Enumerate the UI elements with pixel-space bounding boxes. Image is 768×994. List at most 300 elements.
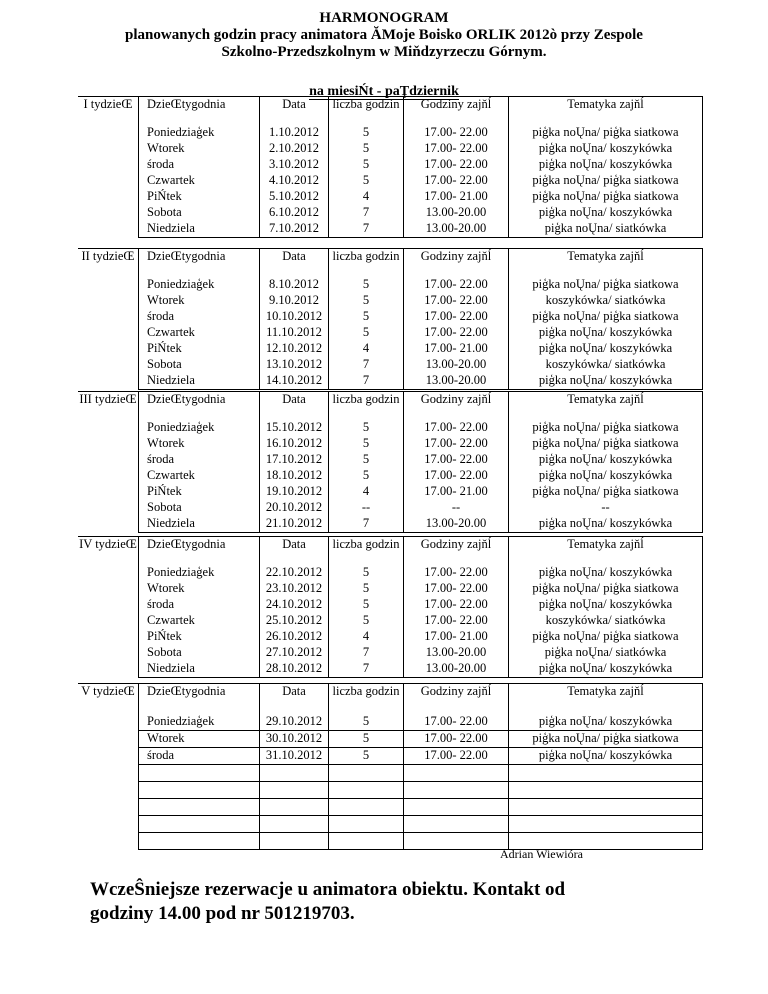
count-cell: 7 (329, 357, 404, 373)
table-row (78, 173, 703, 189)
header-count: liczba godzin (329, 537, 404, 566)
week-header-row (78, 392, 703, 421)
week-cell (78, 309, 139, 325)
date-cell: 12.10.2012 (260, 341, 329, 357)
week-cell (78, 125, 139, 141)
day-cell: Wtorek (139, 293, 260, 309)
week-cell (78, 205, 139, 221)
day-cell: środa (139, 309, 260, 325)
count-cell: 5 (329, 452, 404, 468)
week-cell (78, 221, 139, 238)
header-count: liczba godzin (329, 97, 404, 126)
week-cell (78, 500, 139, 516)
month-heading-text: na miesiŃt - paŢdziernik (309, 84, 459, 99)
hours-cell: -- (404, 500, 509, 516)
week-cell (78, 373, 139, 390)
count-cell: 5 (329, 597, 404, 613)
hours-cell: 17.00- 22.00 (404, 309, 509, 325)
day-cell: Wtorek (139, 731, 260, 748)
table-row (78, 565, 703, 581)
table-row (78, 436, 703, 452)
table-row (78, 629, 703, 645)
table-row (78, 661, 703, 678)
week-label: III tydzieŒ (78, 392, 139, 421)
empty-row (78, 833, 703, 850)
day-cell: Poniedziaģek (139, 277, 260, 293)
date-cell: 19.10.2012 (260, 484, 329, 500)
header-hours: Godziny zajňĺ (404, 684, 509, 715)
header-date: Data (260, 392, 329, 421)
empty-row (78, 782, 703, 799)
header-day: DzieŒtygodnia (139, 392, 260, 421)
count-cell: 5 (329, 293, 404, 309)
topic-cell: koszykówka/ siatkówka (509, 293, 703, 309)
document-title (0, 10, 768, 61)
count-cell: 7 (329, 221, 404, 238)
date-cell: 13.10.2012 (260, 357, 329, 373)
hours-cell: 13.00-20.00 (404, 357, 509, 373)
footer-note (90, 878, 710, 926)
date-cell: 25.10.2012 (260, 613, 329, 629)
count-cell: 5 (329, 565, 404, 581)
week-table (78, 683, 703, 850)
topic-cell: piģka noŲna/ koszykówka (509, 565, 703, 581)
empty-cell (329, 816, 404, 833)
count-cell: 4 (329, 341, 404, 357)
week-cell (78, 565, 139, 581)
header-count: liczba godzin (329, 684, 404, 715)
topic-cell: piģka noŲna/ piģka siatkowa (509, 731, 703, 748)
footer-line-2: godziny 14.00 pod nr 501219703. (90, 903, 355, 924)
week-header-row (78, 537, 703, 566)
date-cell: 26.10.2012 (260, 629, 329, 645)
table-row (78, 516, 703, 533)
week-cell (78, 629, 139, 645)
count-cell: 5 (329, 125, 404, 141)
header-day: DzieŒtygodnia (139, 537, 260, 566)
date-cell: 31.10.2012 (260, 748, 329, 765)
footer-line-1: WczeŜniejsze rezerwacje u animatora obiektu. Kontakt od (90, 879, 566, 900)
date-cell: 1.10.2012 (260, 125, 329, 141)
week-cell (78, 157, 139, 173)
date-cell: 22.10.2012 (260, 565, 329, 581)
header-topic: Tematyka zajňĺ (509, 537, 703, 566)
hours-cell: 17.00- 22.00 (404, 597, 509, 613)
empty-row (78, 765, 703, 782)
week-header-row (78, 97, 703, 126)
date-cell: 18.10.2012 (260, 468, 329, 484)
day-cell: Sobota (139, 500, 260, 516)
date-cell: 20.10.2012 (260, 500, 329, 516)
count-cell: 5 (329, 714, 404, 731)
hours-cell: 17.00- 22.00 (404, 565, 509, 581)
empty-cell (260, 833, 329, 850)
count-cell: 5 (329, 141, 404, 157)
empty-cell (78, 799, 139, 816)
header-date: Data (260, 249, 329, 278)
hours-cell: 17.00- 22.00 (404, 452, 509, 468)
header-hours: Godziny zajňĺ (404, 537, 509, 566)
topic-cell: piģka noŲna/ koszykówka (509, 373, 703, 390)
hours-cell: 17.00- 21.00 (404, 189, 509, 205)
date-cell: 4.10.2012 (260, 173, 329, 189)
hours-cell: 17.00- 22.00 (404, 293, 509, 309)
empty-cell (329, 765, 404, 782)
header-hours: Godziny zajňĺ (404, 249, 509, 278)
empty-cell (329, 833, 404, 850)
hours-cell: 17.00- 21.00 (404, 629, 509, 645)
table-row (78, 613, 703, 629)
hours-cell: 13.00-20.00 (404, 645, 509, 661)
count-cell: 7 (329, 516, 404, 533)
week-table (78, 536, 703, 678)
date-cell: 7.10.2012 (260, 221, 329, 238)
count-cell: 5 (329, 613, 404, 629)
table-row (78, 597, 703, 613)
header-count: liczba godzin (329, 249, 404, 278)
date-cell: 8.10.2012 (260, 277, 329, 293)
week-label: V tydzieŒ (78, 684, 139, 715)
hours-cell: 17.00- 21.00 (404, 484, 509, 500)
week-cell (78, 436, 139, 452)
topic-cell: piģka noŲna/ koszykówka (509, 205, 703, 221)
topic-cell: -- (509, 500, 703, 516)
topic-cell: piģka noŲna/ koszykówka (509, 468, 703, 484)
hours-cell: 13.00-20.00 (404, 205, 509, 221)
week-cell (78, 341, 139, 357)
day-cell: PiŃtek (139, 484, 260, 500)
count-cell: 5 (329, 468, 404, 484)
hours-cell: 13.00-20.00 (404, 373, 509, 390)
count-cell: 4 (329, 484, 404, 500)
topic-cell: piģka noŲna/ piģka siatkowa (509, 277, 703, 293)
table-row (78, 731, 703, 748)
hours-cell: 17.00- 22.00 (404, 581, 509, 597)
empty-cell (329, 782, 404, 799)
week-cell (78, 141, 139, 157)
hours-cell: 13.00-20.00 (404, 516, 509, 533)
week-label: IV tydzieŒ (78, 537, 139, 566)
header-date: Data (260, 684, 329, 715)
topic-cell: piģka noŲna/ piģka siatkowa (509, 581, 703, 597)
header-date: Data (260, 97, 329, 126)
table-row (78, 468, 703, 484)
topic-cell: koszykówka/ siatkówka (509, 613, 703, 629)
header-topic: Tematyka zajňĺ (509, 684, 703, 715)
table-row (78, 357, 703, 373)
count-cell: 7 (329, 205, 404, 221)
empty-cell (260, 816, 329, 833)
table-row (78, 125, 703, 141)
hours-cell: 17.00- 22.00 (404, 436, 509, 452)
date-cell: 27.10.2012 (260, 645, 329, 661)
topic-cell: koszykówka/ siatkówka (509, 357, 703, 373)
topic-cell: piģka noŲna/ piģka siatkowa (509, 173, 703, 189)
hours-cell: 17.00- 22.00 (404, 468, 509, 484)
header-hours: Godziny zajňĺ (404, 392, 509, 421)
topic-cell: piģka noŲna/ koszykówka (509, 714, 703, 731)
date-cell: 9.10.2012 (260, 293, 329, 309)
week-table (78, 96, 703, 238)
title-line-3: Szkolno-Przedszkolnym w Miňdzyrzeczu Górnym. (221, 44, 547, 60)
count-cell: 5 (329, 731, 404, 748)
week-cell (78, 731, 139, 748)
date-cell: 28.10.2012 (260, 661, 329, 678)
topic-cell: piģka noŲna/ siatkówka (509, 221, 703, 238)
week-cell (78, 357, 139, 373)
day-cell: Czwartek (139, 613, 260, 629)
week-cell (78, 468, 139, 484)
title-line-1: HARMONOGRAM (319, 10, 449, 26)
empty-cell (139, 782, 260, 799)
week-cell (78, 420, 139, 436)
topic-cell: piģka noŲna/ piģka siatkowa (509, 125, 703, 141)
day-cell: środa (139, 157, 260, 173)
empty-row (78, 816, 703, 833)
day-cell: Niedziela (139, 373, 260, 390)
header-hours: Godziny zajňĺ (404, 97, 509, 126)
topic-cell: piģka noŲna/ koszykówka (509, 597, 703, 613)
topic-cell: piģka noŲna/ piģka siatkowa (509, 436, 703, 452)
date-cell: 15.10.2012 (260, 420, 329, 436)
week-cell (78, 597, 139, 613)
empty-cell (78, 782, 139, 799)
date-cell: 23.10.2012 (260, 581, 329, 597)
date-cell: 6.10.2012 (260, 205, 329, 221)
table-row (78, 205, 703, 221)
date-cell: 29.10.2012 (260, 714, 329, 731)
day-cell: Niedziela (139, 661, 260, 678)
date-cell: 10.10.2012 (260, 309, 329, 325)
count-cell: -- (329, 500, 404, 516)
hours-cell: 13.00-20.00 (404, 661, 509, 678)
hours-cell: 17.00- 22.00 (404, 613, 509, 629)
empty-cell (139, 833, 260, 850)
empty-cell (139, 816, 260, 833)
count-cell: 5 (329, 277, 404, 293)
header-day: DzieŒtygodnia (139, 684, 260, 715)
topic-cell: piģka noŲna/ koszykówka (509, 157, 703, 173)
week-cell (78, 645, 139, 661)
week-label: II tydzieŒ (78, 249, 139, 278)
date-cell: 3.10.2012 (260, 157, 329, 173)
day-cell: PiŃtek (139, 341, 260, 357)
day-cell: Czwartek (139, 468, 260, 484)
hours-cell: 17.00- 22.00 (404, 125, 509, 141)
empty-cell (260, 782, 329, 799)
day-cell: środa (139, 748, 260, 765)
topic-cell: piģka noŲna/ koszykówka (509, 452, 703, 468)
week-cell (78, 277, 139, 293)
title-line-2: planowanych godzin pracy animatora ĂMoje Boisko ORLIK 2012ò przy Zespole (125, 27, 643, 43)
empty-cell (404, 782, 509, 799)
table-row (78, 581, 703, 597)
hours-cell: 17.00- 21.00 (404, 341, 509, 357)
table-row (78, 714, 703, 731)
week-cell (78, 613, 139, 629)
topic-cell: piģka noŲna/ piģka siatkowa (509, 484, 703, 500)
table-row (78, 189, 703, 205)
hours-cell: 17.00- 22.00 (404, 420, 509, 436)
header-count: liczba godzin (329, 392, 404, 421)
count-cell: 5 (329, 436, 404, 452)
hours-cell: 17.00- 22.00 (404, 325, 509, 341)
empty-cell (78, 833, 139, 850)
week-cell (78, 714, 139, 731)
count-cell: 5 (329, 173, 404, 189)
day-cell: Sobota (139, 645, 260, 661)
week-cell (78, 325, 139, 341)
hours-cell: 13.00-20.00 (404, 221, 509, 238)
day-cell: Wtorek (139, 436, 260, 452)
header-topic: Tematyka zajňĺ (509, 97, 703, 126)
empty-cell (260, 765, 329, 782)
table-row (78, 325, 703, 341)
count-cell: 5 (329, 581, 404, 597)
empty-cell (78, 765, 139, 782)
count-cell: 7 (329, 373, 404, 390)
topic-cell: piģka noŲna/ koszykówka (509, 661, 703, 678)
table-row (78, 500, 703, 516)
date-cell: 30.10.2012 (260, 731, 329, 748)
week-table (78, 248, 703, 390)
empty-cell (404, 799, 509, 816)
header-topic: Tematyka zajňĺ (509, 249, 703, 278)
day-cell: Sobota (139, 357, 260, 373)
week-cell (78, 452, 139, 468)
topic-cell: piģka noŲna/ piģka siatkowa (509, 629, 703, 645)
date-cell: 5.10.2012 (260, 189, 329, 205)
empty-cell (404, 833, 509, 850)
topic-cell: piģka noŲna/ koszykówka (509, 325, 703, 341)
empty-cell (260, 799, 329, 816)
empty-cell (509, 799, 703, 816)
week-cell (78, 516, 139, 533)
empty-cell (509, 782, 703, 799)
hours-cell: 17.00- 22.00 (404, 173, 509, 189)
table-row (78, 221, 703, 238)
table-row (78, 157, 703, 173)
hours-cell: 17.00- 22.00 (404, 714, 509, 731)
week-cell (78, 581, 139, 597)
count-cell: 7 (329, 645, 404, 661)
week-label: I tydzieŒ (78, 97, 139, 126)
day-cell: PiŃtek (139, 189, 260, 205)
table-row (78, 141, 703, 157)
empty-cell (139, 799, 260, 816)
empty-cell (78, 816, 139, 833)
count-cell: 5 (329, 157, 404, 173)
table-row (78, 341, 703, 357)
empty-cell (329, 799, 404, 816)
topic-cell: piģka noŲna/ siatkówka (509, 645, 703, 661)
week-cell (78, 293, 139, 309)
table-row (78, 484, 703, 500)
topic-cell: piģka noŲna/ piģka siatkowa (509, 189, 703, 205)
header-day: DzieŒtygodnia (139, 97, 260, 126)
header-topic: Tematyka zajňĺ (509, 392, 703, 421)
day-cell: Niedziela (139, 516, 260, 533)
day-cell: Wtorek (139, 581, 260, 597)
topic-cell: piģka noŲna/ koszykówka (509, 516, 703, 533)
week-header-row (78, 684, 703, 715)
date-cell: 17.10.2012 (260, 452, 329, 468)
count-cell: 4 (329, 189, 404, 205)
table-row (78, 420, 703, 436)
table-row (78, 309, 703, 325)
table-row (78, 645, 703, 661)
empty-row (78, 799, 703, 816)
day-cell: Niedziela (139, 221, 260, 238)
date-cell: 16.10.2012 (260, 436, 329, 452)
day-cell: Poniedziaģek (139, 420, 260, 436)
table-row (78, 293, 703, 309)
empty-cell (404, 816, 509, 833)
count-cell: 7 (329, 661, 404, 678)
table-row (78, 452, 703, 468)
empty-cell (404, 765, 509, 782)
count-cell: 5 (329, 309, 404, 325)
empty-cell (139, 765, 260, 782)
day-cell: środa (139, 597, 260, 613)
count-cell: 5 (329, 748, 404, 765)
empty-cell (509, 816, 703, 833)
hours-cell: 17.00- 22.00 (404, 748, 509, 765)
table-row (78, 277, 703, 293)
topic-cell: piģka noŲna/ koszykówka (509, 141, 703, 157)
week-header-row (78, 249, 703, 278)
week-cell (78, 189, 139, 205)
date-cell: 14.10.2012 (260, 373, 329, 390)
count-cell: 5 (329, 325, 404, 341)
week-cell (78, 173, 139, 189)
topic-cell: piģka noŲna/ koszykówka (509, 748, 703, 765)
day-cell: PiŃtek (139, 629, 260, 645)
day-cell: Czwartek (139, 173, 260, 189)
table-row (78, 748, 703, 765)
count-cell: 5 (329, 420, 404, 436)
hours-cell: 17.00- 22.00 (404, 157, 509, 173)
topic-cell: piģka noŲna/ koszykówka (509, 341, 703, 357)
day-cell: Wtorek (139, 141, 260, 157)
day-cell: Czwartek (139, 325, 260, 341)
week-cell (78, 748, 139, 765)
day-cell: Poniedziaģek (139, 565, 260, 581)
day-cell: Poniedziaģek (139, 125, 260, 141)
topic-cell: piģka noŲna/ piģka siatkowa (509, 309, 703, 325)
week-table (78, 391, 703, 533)
hours-cell: 17.00- 22.00 (404, 277, 509, 293)
day-cell: Poniedziaģek (139, 714, 260, 731)
date-cell: 24.10.2012 (260, 597, 329, 613)
hours-cell: 17.00- 22.00 (404, 731, 509, 748)
topic-cell: piģka noŲna/ piģka siatkowa (509, 420, 703, 436)
hours-cell: 17.00- 22.00 (404, 141, 509, 157)
empty-cell (509, 765, 703, 782)
date-cell: 21.10.2012 (260, 516, 329, 533)
signature: Adrian Wiewióra (500, 847, 583, 861)
day-cell: Sobota (139, 205, 260, 221)
table-row (78, 373, 703, 390)
week-cell (78, 484, 139, 500)
date-cell: 11.10.2012 (260, 325, 329, 341)
count-cell: 4 (329, 629, 404, 645)
date-cell: 2.10.2012 (260, 141, 329, 157)
header-day: DzieŒtygodnia (139, 249, 260, 278)
day-cell: środa (139, 452, 260, 468)
header-date: Data (260, 537, 329, 566)
week-cell (78, 661, 139, 678)
